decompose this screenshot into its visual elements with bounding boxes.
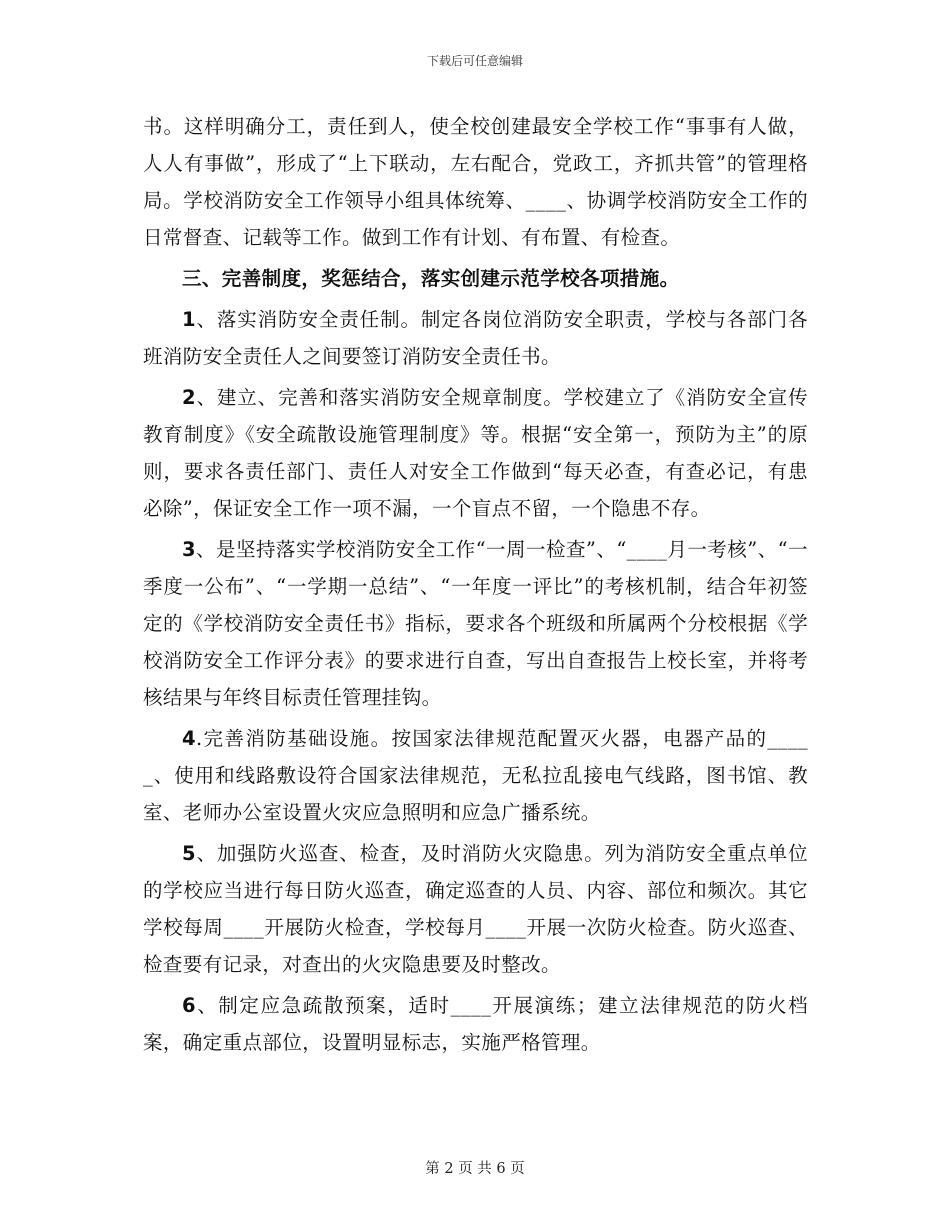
item-text: 、加强防火巡查、检查，及时消防火灾隐患。列为消防安全重点单位的学校应当进行每日防火巡查，确定巡查的人员、内容、部位和频次。其它学校每周____开展防火检查，学校每月____开展一次防火检查。防火巡查、检查要有记录，对查出的火灾隐患要及时整改。 bbox=[143, 842, 808, 976]
item-text: 、制定应急疏散预案，适时____开展演练；建立法律规范的防火档案，确定重点部位，设置明显标志，实施严格管理。 bbox=[143, 994, 808, 1054]
item-number: 3 bbox=[182, 538, 196, 561]
list-item bbox=[143, 531, 808, 716]
list-item bbox=[143, 301, 808, 375]
item-number: 2 bbox=[182, 386, 196, 409]
item-text: 、是坚持落实学校消防安全工作“一周一检查”、“____月一考核”、“一季度一公布”、“一学期一总结”、“一年度一评比”的考核机制，结合年初签定的《学校消防安全责任书》指标，要求各个班级和所属两个分校根据《学校消防安全工作评分表》的要求进行自查，写出自查报告上校长室，并将考核结果与年终目标责任管理挂钩。 bbox=[143, 538, 808, 709]
item-number: 6 bbox=[182, 994, 196, 1017]
list-item bbox=[143, 835, 808, 983]
item-number: 5 bbox=[182, 842, 196, 865]
list-item bbox=[143, 379, 808, 527]
heading-text: 三、完善制度，奖惩结合，落实创建示范学校各项措施。 bbox=[182, 267, 680, 290]
paragraph-text: 书。这样明确分工，责任到人，使全校创建最安全学校工作“事事有人做，人人有事做”，形成了“上下联动，左右配合，党政工，齐抓共管”的管理格局。学校消防安全工作领导小组具体统筹、____、协调学校消防安全工作的日常督查、记载等工作。做到工作有计划、有布置、有检查。 bbox=[143, 115, 808, 249]
section-heading bbox=[143, 260, 808, 297]
document-body bbox=[143, 108, 808, 1061]
item-number: 4 bbox=[182, 727, 196, 750]
item-text: 、建立、完善和落实消防安全规章制度。学校建立了《消防安全宣传教育制度》《安全疏散设施管理制度》等。根据“安全第一，预防为主”的原则，要求各责任部门、责任人对安全工作做到“每天必查，有查必记，有患必除”，保证安全工作一项不漏，一个盲点不留，一个隐患不存。 bbox=[143, 386, 808, 520]
paragraph-continued bbox=[143, 108, 808, 256]
item-text: .完善消防基础设施。按国家法律规范配置灭火器，电器产品的_____、使用和线路敷设符合国家法律规范，无私拉乱接电气线路，图书馆、教室、老师办公室设置火灾应急照明和应急广播系统。 bbox=[143, 727, 808, 824]
page-footer: 第 2 页 共 6 页 bbox=[425, 1161, 525, 1177]
item-number: 1 bbox=[182, 308, 196, 331]
item-text: 、落实消防安全责任制。制定各岗位消防安全职责，学校与各部门各班消防安全责任人之间要签订消防安全责任书。 bbox=[143, 308, 808, 368]
page-header: 下载后可任意编辑 bbox=[426, 54, 523, 68]
list-item bbox=[143, 720, 808, 831]
list-item bbox=[143, 987, 808, 1061]
